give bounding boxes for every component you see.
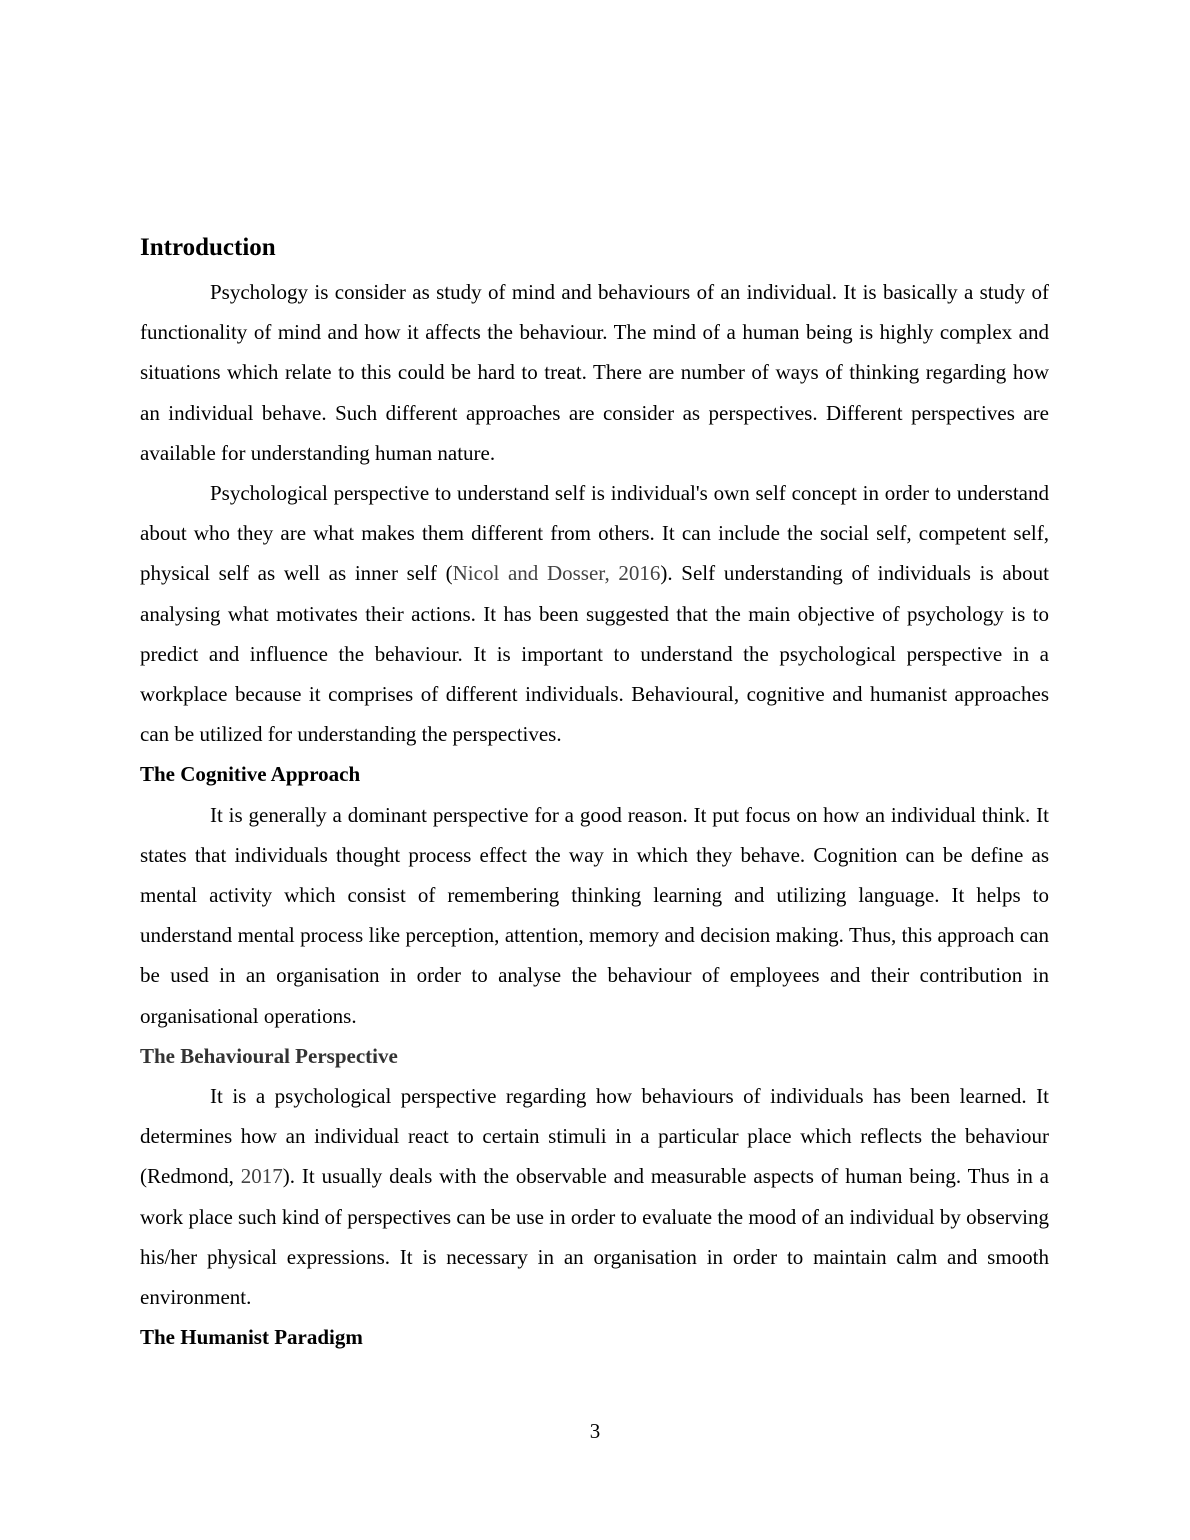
page-number: 3 — [589, 1419, 601, 1443]
introduction-paragraph-2 — [140, 473, 1049, 754]
behavioural-paragraph-text-end: ). It usually deals with the observable and measurable aspects of human being. Thus in a work place such kind of perspectives can be use in order to evaluate the mood of an individual by observing his/her physical expressions. It is necessary in an organisation in order to maintain calm and smooth environment. — [140, 1164, 1050, 1310]
behavioural-paragraph-text-start: It is a psychological perspective regarding how behaviours of individuals has been learned. It determines how an individual react to certain stimuli in a particular place which reflects the behaviour (Redmond, — [140, 1084, 1049, 1189]
document-body — [140, 230, 1049, 1357]
behavioural-perspective-paragraph — [140, 1076, 1049, 1317]
introduction-paragraph-2-text-start: Psychological perspective to understand self is individual's own self concept in order to understand about who they are what makes them different from others. It can include the social self, competent self, physical self as well as inner self ( — [140, 481, 1049, 586]
citation-redmond-year: 2017 — [240, 1164, 283, 1189]
cognitive-approach-paragraph: It is generally a dominant perspective for a good reason. It put focus on how an individual think. It states that individuals thought process effect the way in which they behave. Cognition can be define as mental activity which consist of remembering thinking learning and utilizing language. It helps to understand mental process like perception, attention, memory and decision making. Thus, this approach can be used in an organisation in order to analyse the behaviour of employees and their contribution in organisational operations. — [140, 802, 1049, 1028]
introduction-paragraph-2-text-end: ). Self understanding of individuals is about analysing what motivates their actions. It has been suggested that the main objective of psychology is to predict and influence the behaviour. It is important to understand the psychological perspective in a workplace because it comprises of different individuals. Behavioural, cognitive and humanist approaches can be utilized for understanding the perspectives. — [140, 561, 1049, 747]
introduction-heading: Introduction — [140, 234, 276, 261]
introduction-paragraph-1: Psychology is consider as study of mind and behaviours of an individual. It is basically a study of functionality of mind and how it affects the behaviour. The mind of a human being is highly complex and situations which relate to this could be hard to treat. There are number of ways of thinking regarding how an individual behave. Such different approaches are consider as perspectives. Different perspectives are available for understanding human nature. — [140, 280, 1049, 465]
humanist-paradigm-heading: The Humanist Paradigm — [140, 1325, 363, 1350]
cognitive-approach-heading: The Cognitive Approach — [140, 762, 361, 787]
behavioural-perspective-heading: The Behavioural Perspective — [140, 1043, 398, 1068]
citation-nicol-dosser: Nicol and Dosser, 2016 — [452, 561, 661, 586]
